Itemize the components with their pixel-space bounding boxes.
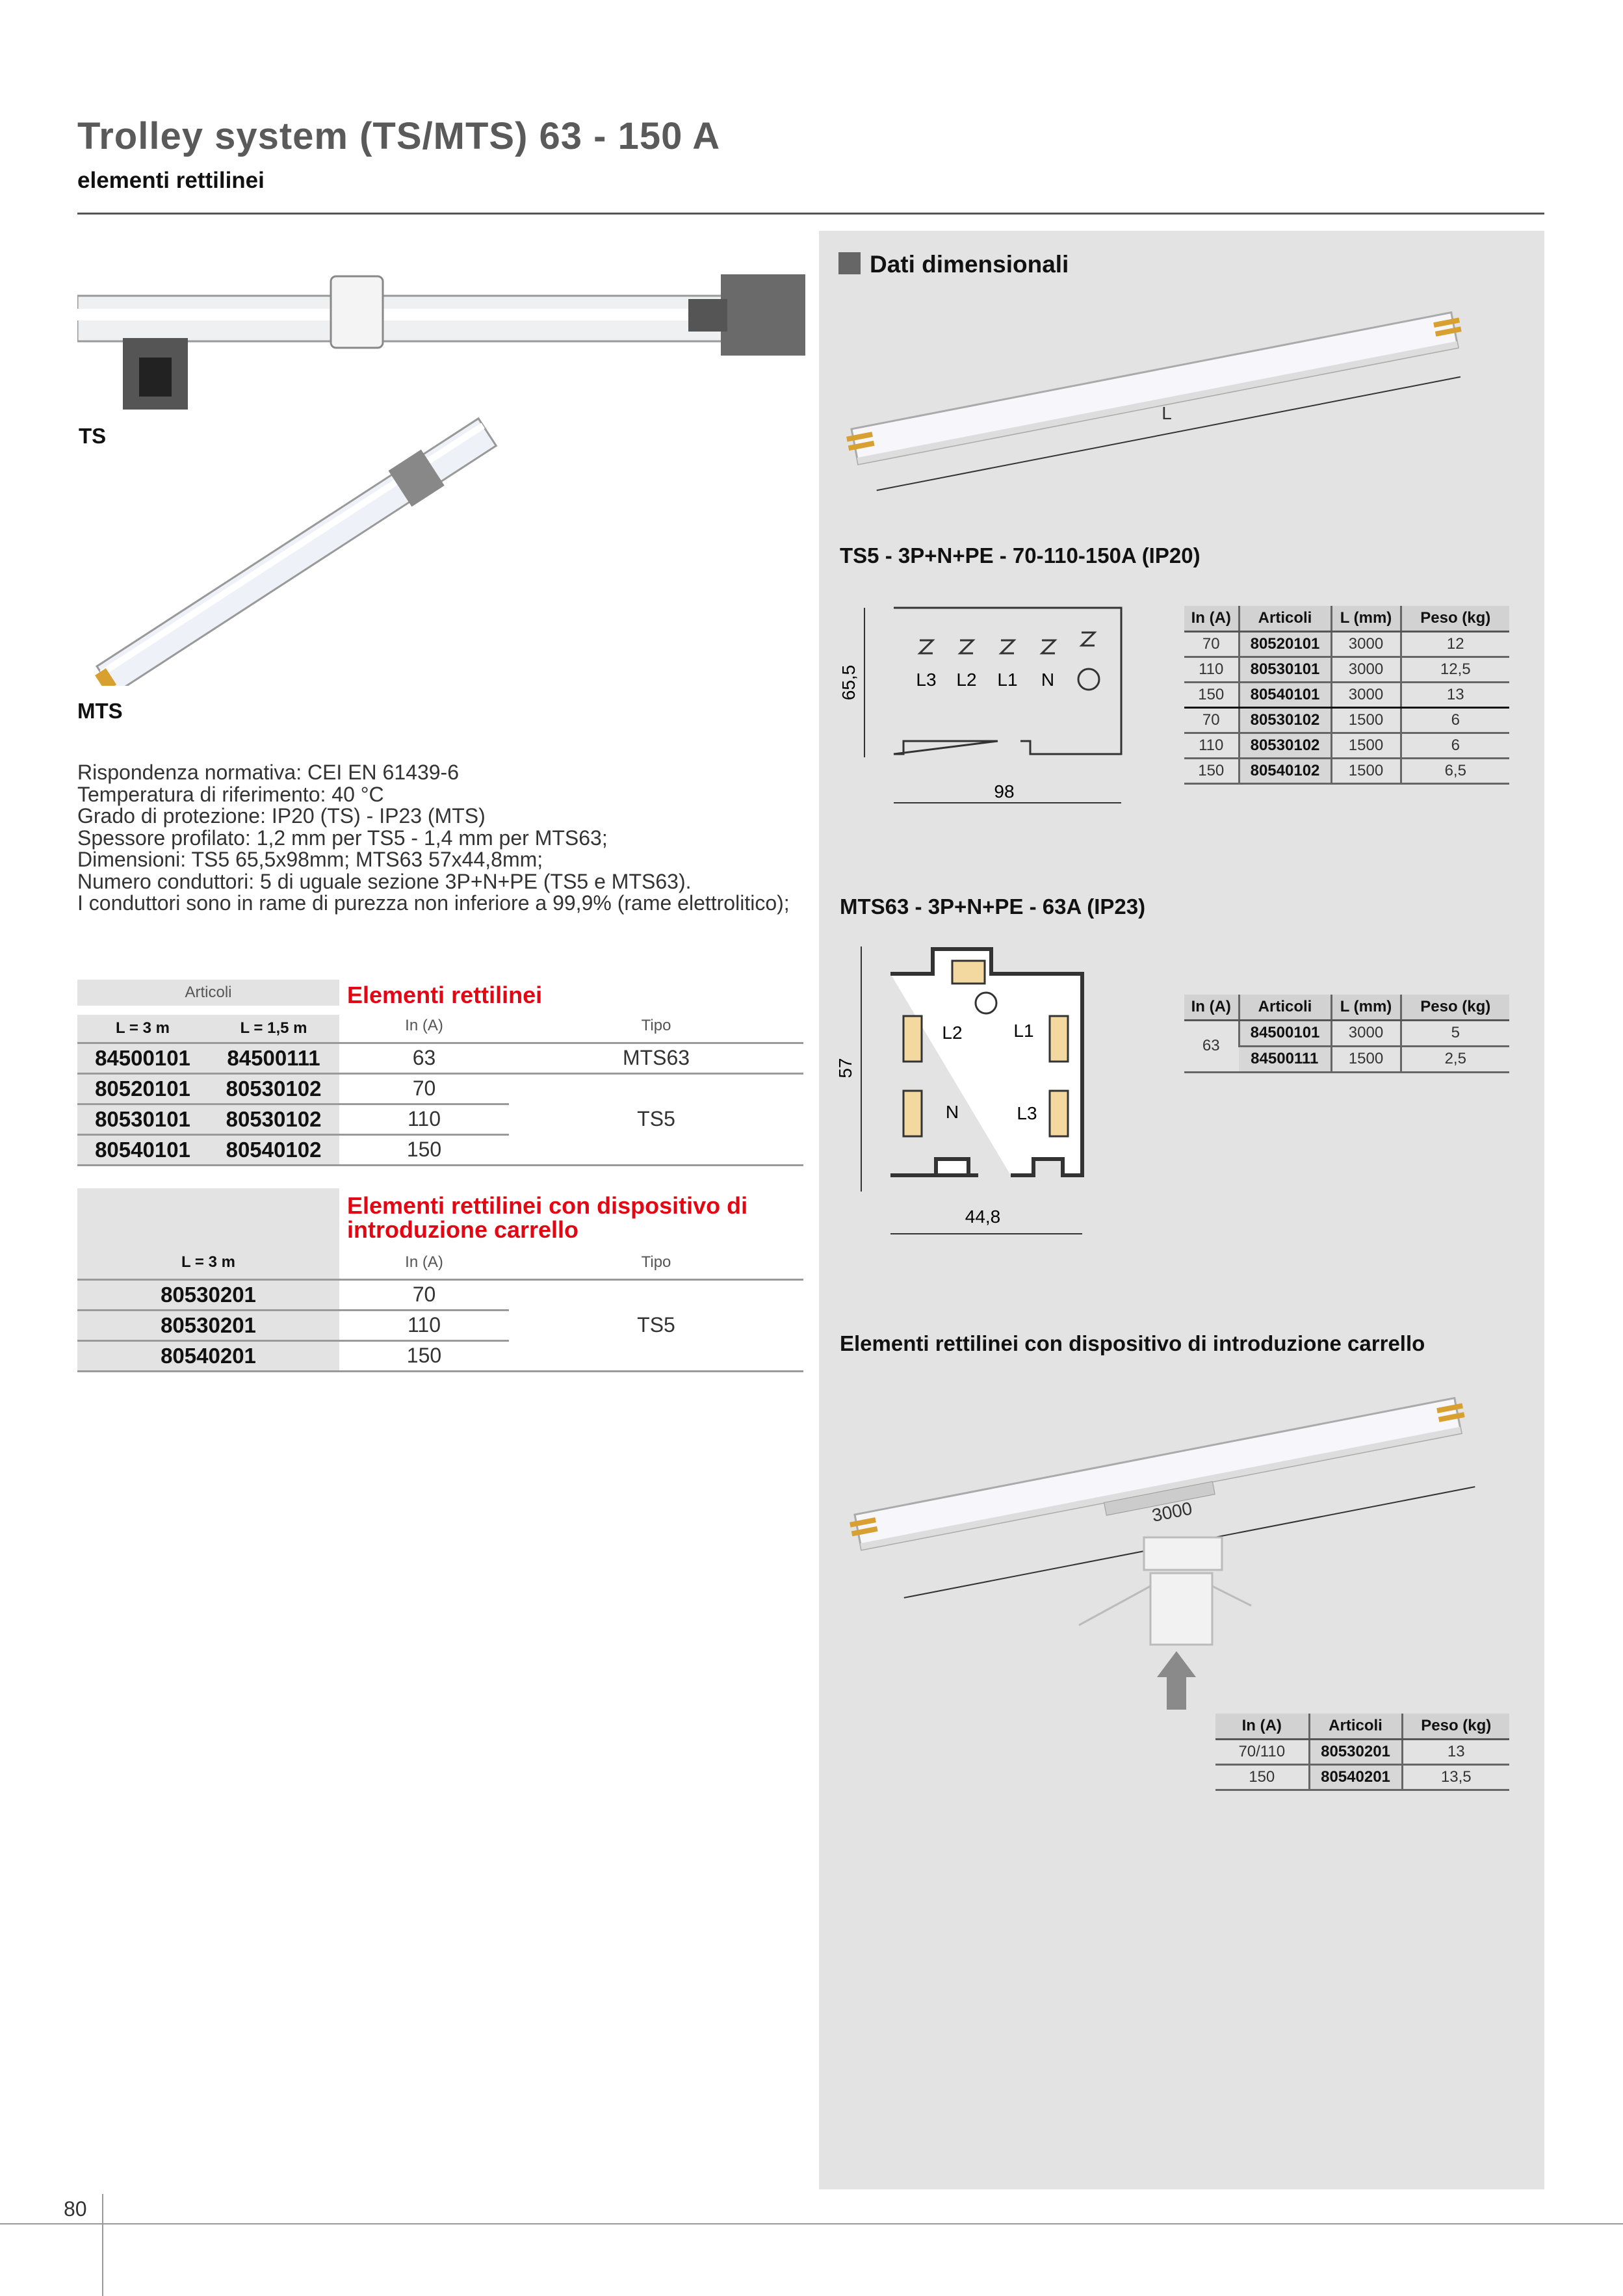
col-header: Peso (kg) (1401, 995, 1509, 1020)
length-value: 1500 (1331, 733, 1401, 758)
col-header: Articoli (1309, 1714, 1402, 1739)
weight-value: 12 (1401, 631, 1509, 657)
table-row (1184, 758, 1509, 783)
phase-label: L3 (1017, 1103, 1037, 1123)
type-value: TS5 (509, 1073, 803, 1165)
current-value: 63 (1184, 1020, 1239, 1072)
article-code: 80540101 (1239, 682, 1331, 707)
weight-value: 5 (1401, 1020, 1509, 1046)
weight-value: 6 (1401, 707, 1509, 733)
phase-label: L2 (956, 670, 977, 690)
type-value: MTS63 (509, 1043, 803, 1073)
phase-label: L1 (997, 670, 1018, 690)
weight-value: 13 (1401, 682, 1509, 707)
current-value: 70 (339, 1279, 509, 1310)
mts63-table (1184, 995, 1509, 1073)
article-code: 80530102 (1239, 733, 1331, 758)
article-code: 80520101 (77, 1073, 208, 1104)
panel-title: Dati dimensionali (870, 251, 1069, 278)
ts5-table (1184, 606, 1509, 785)
spec-line: Dimensioni: TS5 65,5x98mm; MTS63 57x44,8mm; (77, 848, 543, 871)
height-dimension: 65,5 (838, 664, 859, 701)
trolley-insertion-drawing (845, 1378, 1495, 1716)
current-value: 150 (339, 1134, 509, 1165)
col-header: Articoli (1239, 995, 1331, 1020)
bar-length-drawing (838, 299, 1488, 494)
header-row (1184, 606, 1509, 631)
col-header: In (A) (339, 1010, 509, 1043)
table-row (1184, 682, 1509, 707)
width-dimension: 44,8 (965, 1207, 1001, 1227)
current-value: 150 (339, 1340, 509, 1371)
table-row (1184, 657, 1509, 682)
article-code: 80540102 (1239, 758, 1331, 783)
table-row (1184, 631, 1509, 657)
col-header: In (A) (1184, 995, 1239, 1020)
length-value: 3000 (1331, 631, 1401, 657)
table-row (77, 1279, 803, 1310)
length-value: 1500 (1331, 707, 1401, 733)
length-value: 3000 (1331, 682, 1401, 707)
weight-value: 6 (1401, 733, 1509, 758)
article-code: 84500111 (208, 1043, 339, 1073)
table-row (77, 1043, 803, 1073)
table-row (1184, 1020, 1509, 1046)
article-code: 80530201 (77, 1310, 339, 1340)
table-row (1215, 1764, 1509, 1790)
weight-value: 12,5 (1401, 657, 1509, 682)
article-code: 84500101 (77, 1043, 208, 1073)
current-value: 70 (1184, 707, 1239, 733)
col-header: Peso (kg) (1402, 1714, 1509, 1739)
trolley-heading: Elementi rettilinei con dispositivo di introduzione carrello (840, 1331, 1425, 1355)
footer-divider (0, 2223, 1623, 2224)
weight-value: 6,5 (1401, 758, 1509, 783)
current-value: 63 (339, 1043, 509, 1073)
article-code: 84500101 (1239, 1020, 1331, 1046)
phase-label: L2 (942, 1023, 963, 1043)
article-code: 80530102 (208, 1104, 339, 1134)
spec-line: I conduttori sono in rame di purezza non inferiore a 99,9% (rame elettrolitico); (77, 891, 790, 915)
article-code: 80520101 (1239, 631, 1331, 657)
current-value: 70 (1184, 631, 1239, 657)
col-header: Articoli (1239, 606, 1331, 631)
length-value: 3000 (1331, 1020, 1401, 1046)
specifications-text (77, 762, 792, 915)
table-row (77, 1073, 803, 1104)
page-title: Trolley system (TS/MTS) 63 - 150 A (77, 115, 721, 157)
col-header: In (A) (1184, 606, 1239, 631)
current-value: 150 (1184, 758, 1239, 783)
weight-value: 13,5 (1402, 1764, 1509, 1790)
spec-line: Spessore profilato: 1,2 mm per TS5 - 1,4 mm per MTS63; (77, 826, 608, 850)
ts5-cross-section (838, 595, 1131, 809)
col-header: L (mm) (1331, 606, 1401, 631)
bar-length-label: L (1162, 403, 1172, 423)
col-header: L = 3 m (77, 1247, 339, 1279)
article-code: 80540102 (208, 1134, 339, 1165)
current-value: 70/110 (1215, 1739, 1309, 1764)
spec-line: Grado di protezione: IP20 (TS) - IP23 (MTS) (77, 804, 486, 828)
article-code: 80540201 (77, 1340, 339, 1371)
table-title: Elementi rettilinei (347, 982, 543, 1008)
phase-label: N (945, 1102, 959, 1122)
weight-value: 2,5 (1401, 1046, 1509, 1072)
header-divider (77, 213, 1544, 215)
article-code: 80540101 (77, 1134, 208, 1165)
col-header: Tipo (509, 1010, 803, 1043)
article-code: 80540201 (1309, 1764, 1402, 1790)
length-value: 3000 (1331, 657, 1401, 682)
table-row (1184, 707, 1509, 733)
table-row (1215, 1739, 1509, 1764)
article-code: 84500111 (1239, 1046, 1331, 1072)
current-value: 150 (1184, 682, 1239, 707)
mts63-cross-section (832, 941, 1092, 1247)
article-code: 80530102 (208, 1073, 339, 1104)
length-value: 1500 (1331, 758, 1401, 783)
type-value: TS5 (509, 1279, 803, 1371)
mts-product-image (77, 387, 519, 686)
current-value: 110 (1184, 657, 1239, 682)
current-value: 110 (1184, 733, 1239, 758)
col-header: In (A) (339, 1247, 509, 1279)
height-dimension: 57 (835, 1058, 855, 1078)
article-code: 80530102 (1239, 707, 1331, 733)
article-code: 80530101 (77, 1104, 208, 1134)
mts63-heading: MTS63 - 3P+N+PE - 63A (IP23) (840, 894, 1146, 919)
phase-label: N (1041, 670, 1055, 690)
ts5-heading: TS5 - 3P+N+PE - 70-110-150A (IP20) (840, 543, 1201, 567)
col-header: L = 3 m (77, 1010, 208, 1043)
table-title: Elementi rettilinei con dispositivo di introduzione carrello (347, 1192, 748, 1243)
article-code: 80530201 (77, 1279, 339, 1310)
col-header: L (mm) (1331, 995, 1401, 1020)
col-header: Tipo (509, 1247, 803, 1279)
straight-elements-table (77, 980, 803, 1166)
spec-line: Numero conduttori: 5 di uguale sezione 3P+N+PE (TS5 e MTS63). (77, 869, 692, 893)
page-subtitle: elementi rettilinei (77, 168, 265, 193)
page-number: 80 (64, 2197, 87, 2221)
spec-line: Temperatura di riferimento: 40 °C (77, 782, 384, 806)
length-dimension: 3000 (1150, 1498, 1194, 1526)
spec-line: Rispondenza normativa: CEI EN 61439-6 (77, 761, 459, 784)
current-value: 150 (1215, 1764, 1309, 1790)
width-dimension: 98 (994, 781, 1015, 802)
phase-label: L1 (1013, 1021, 1034, 1041)
phase-label: L3 (916, 670, 937, 690)
articoli-group-header: Articoli (77, 980, 339, 1010)
current-value: 110 (339, 1310, 509, 1340)
header-spacer (77, 1188, 339, 1247)
weight-value: 13 (1402, 1739, 1509, 1764)
col-header: Peso (kg) (1401, 606, 1509, 631)
mts-label: MTS (77, 699, 123, 723)
trolley-insertion-table (77, 1188, 803, 1372)
trolley-table (1215, 1714, 1509, 1791)
current-value: 110 (339, 1104, 509, 1134)
article-code: 80530101 (1239, 657, 1331, 682)
ts-label: TS (79, 424, 107, 448)
footer-vertical-divider (102, 2194, 103, 2296)
section-square-icon (838, 252, 861, 274)
col-header: L = 1,5 m (208, 1010, 339, 1043)
article-code: 80530201 (1309, 1739, 1402, 1764)
col-header: In (A) (1215, 1714, 1309, 1739)
table-row (1184, 733, 1509, 758)
length-value: 1500 (1331, 1046, 1401, 1072)
current-value: 70 (339, 1073, 509, 1104)
